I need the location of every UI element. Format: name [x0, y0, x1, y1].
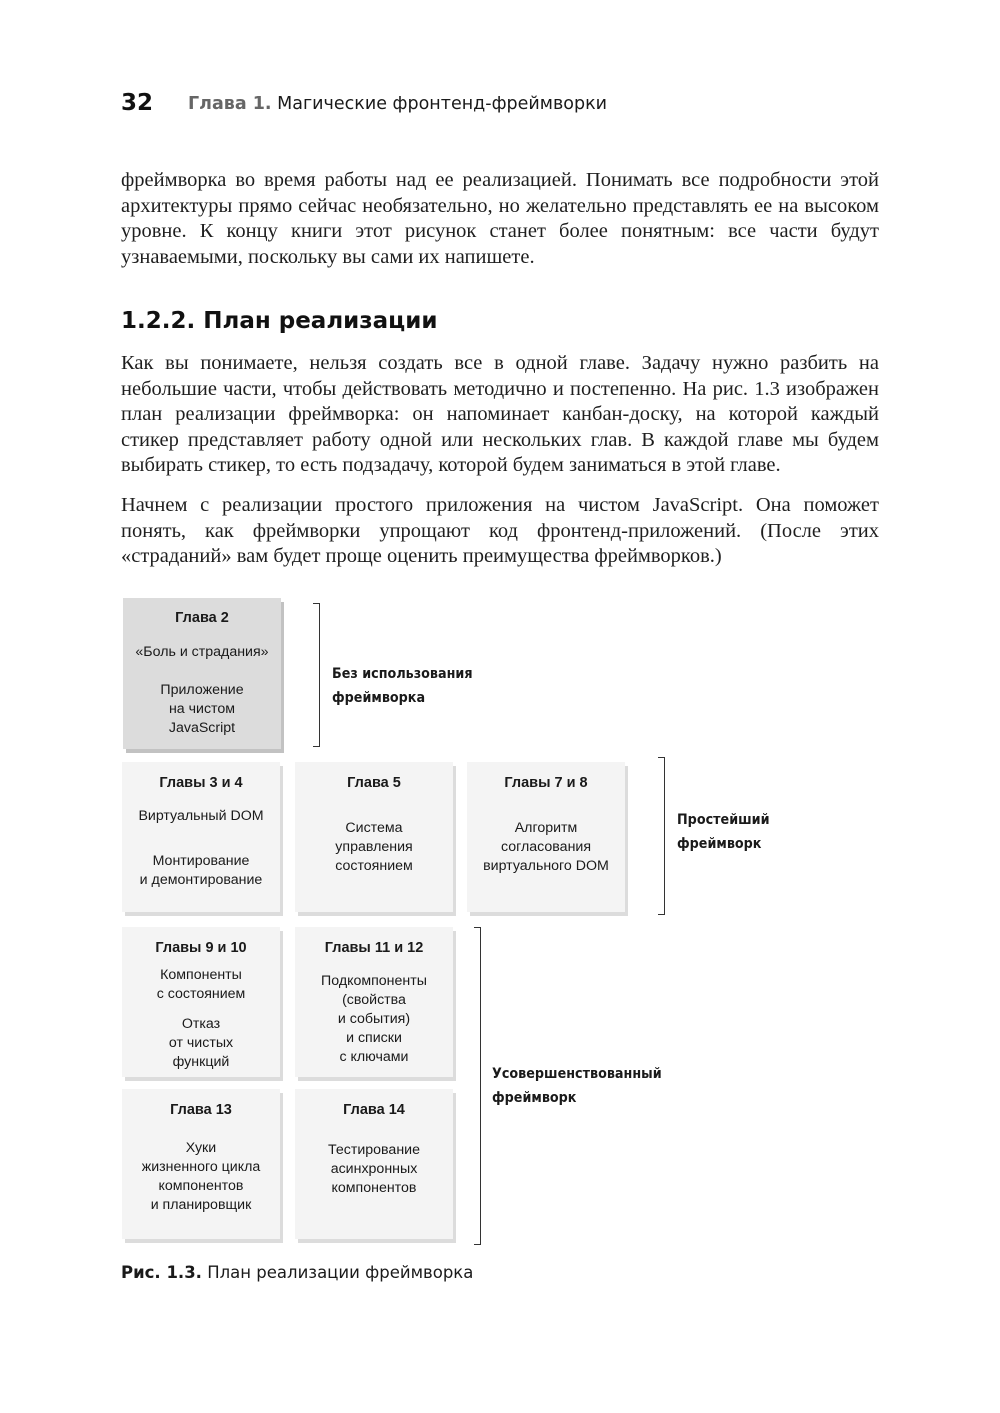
paragraph-intro: фреймворка во время работы над ее реализацией. Понимать все подробности этой архитектуры прямо сейчас необязательно, но желательно представлять ее на высоком уровне. К концу книги этот рисунок станет более понятным: все части будут узнаваемыми, поскольку вы сами их напишете.: [121, 169, 879, 268]
sticker-chapters-11-12: [295, 927, 453, 1077]
sticker-text: Подкомпоненты (свойства и события) и списки с ключами: [321, 973, 427, 1065]
sticker-chapters-9-10: [122, 927, 280, 1077]
sticker-text: Виртуальный DOM: [138, 808, 264, 824]
group-label-no-framework: Без использования фреймворка: [332, 666, 473, 706]
sticker-text: Система управления состоянием: [335, 820, 413, 874]
sticker-chapter-13: [122, 1089, 280, 1239]
sticker-text: Приложение на чистом JavaScript: [160, 682, 244, 736]
group-label-advanced-framework: Усовершенствованный фреймворк: [492, 1066, 662, 1106]
caption-text: План реализации фреймворка: [201, 1263, 474, 1282]
page-number: 32: [121, 90, 154, 116]
bracket-no-framework: [313, 603, 320, 747]
sticker-title: Главы 11 и 12: [324, 940, 424, 956]
sticker-title: Глава 14: [343, 1102, 405, 1118]
bracket-advanced-framework: [474, 927, 481, 1245]
running-header: [188, 94, 607, 114]
sticker-subtitle: «Боль и страдания»: [135, 644, 269, 660]
sticker-chapter-14: [295, 1089, 453, 1239]
sticker-title: Главы 7 и 8: [504, 775, 588, 791]
bracket-simple-framework: [658, 757, 665, 915]
sticker-chapter-5: [295, 762, 453, 912]
sticker-text: Хуки жизненного цикла компонентов и планировщик: [141, 1140, 261, 1213]
sticker-title: Глава 13: [170, 1102, 232, 1118]
sticker-title: Глава 5: [347, 775, 401, 791]
sticker-chapter-2: [123, 598, 281, 749]
caption-label: Рис. 1.3.: [121, 1263, 202, 1282]
sticker-title: Главы 9 и 10: [155, 940, 247, 956]
running-header-title: Магические фронтенд-фреймворки: [271, 94, 608, 114]
sticker-title: Главы 3 и 4: [159, 775, 243, 791]
paragraph-plan: Как вы понимаете, нельзя создать все в одной главе. Задачу нужно разбить на небольшие части, чтобы действовать методично и постепенно. На рис. 1.3 изображен план реализации фреймворка: он напоминает канбан-доску, на которой каждый стикер представляет работу одной или нескольких глав. В каждой главе мы будем выбирать стикер, то есть подзадачу, которой будем заниматься в этой главе.: [121, 352, 879, 477]
running-header-chapter: Глава 1.: [188, 94, 272, 114]
section-heading: 1.2.2. План реализации: [121, 308, 438, 334]
group-label-simple-framework: Простейший фреймворк: [677, 812, 770, 852]
figure-caption: [121, 1263, 473, 1282]
sticker-title: Глава 2: [175, 610, 229, 626]
sticker-text: Алгоритм согласования виртуального DOM: [483, 820, 609, 874]
sticker-chapters-7-8: [467, 762, 625, 912]
paragraph-start: Начнем с реализации простого приложения на чистом JavaScript. Она поможет понять, как фреймворки упрощают код фронтенд-приложений. (После этих «страданий» вам будет проще оценить преимущества фреймворков.): [121, 494, 879, 568]
sticker-text: Монтирование и демонтирование: [139, 853, 263, 888]
sticker-text: Отказ от чистых функций: [168, 1016, 234, 1070]
sticker-text: Компоненты с состоянием: [156, 967, 246, 1002]
sticker-chapters-3-4: [122, 762, 280, 912]
sticker-text: Тестирование асинхронных компонентов: [328, 1142, 420, 1196]
